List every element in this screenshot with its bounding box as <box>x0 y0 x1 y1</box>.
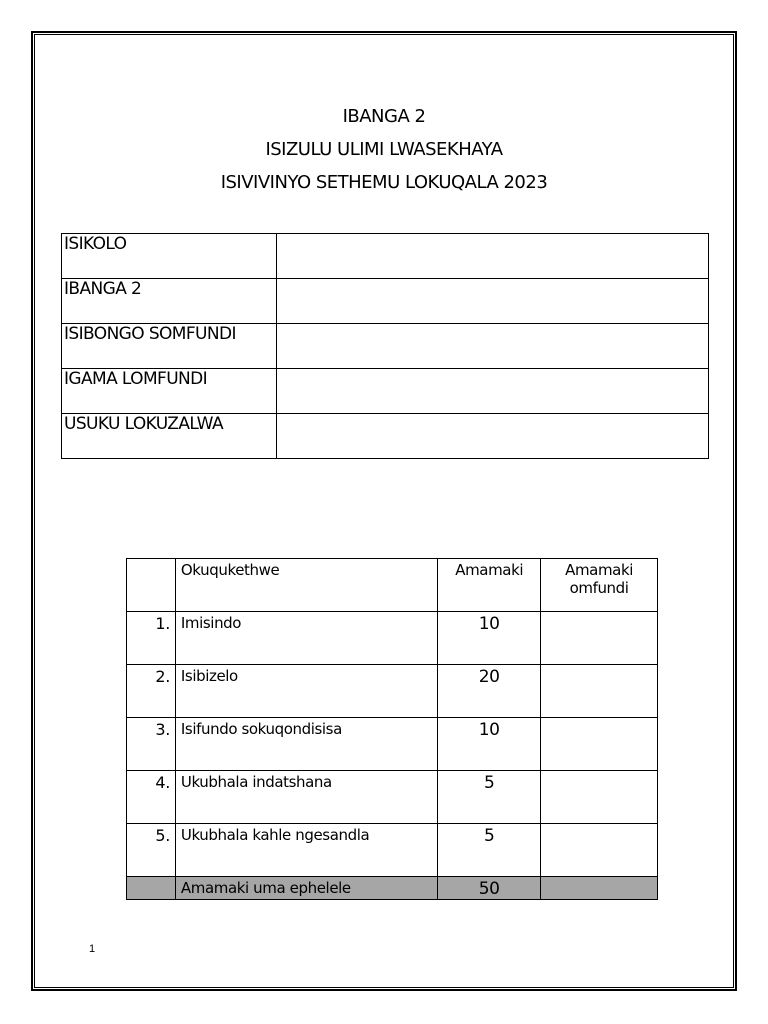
table-row <box>127 771 658 824</box>
header-student-marks: Amamaki omfundi <box>541 559 658 612</box>
info-label-school: ISIKOLO <box>62 234 277 279</box>
info-row <box>62 414 709 459</box>
info-label-surname: ISIBONGO SOMFUNDI <box>62 324 277 369</box>
total-row <box>127 877 658 900</box>
total-student-marks[interactable] <box>541 877 658 900</box>
row-marks: 5 <box>438 771 541 824</box>
row-topic: Ukubhala kahle ngesandla <box>175 824 437 877</box>
row-number: 1. <box>127 612 176 665</box>
info-label-grade: IBANGA 2 <box>62 279 277 324</box>
row-student-marks[interactable] <box>541 771 658 824</box>
row-student-marks[interactable] <box>541 612 658 665</box>
info-field-surname[interactable] <box>277 324 709 369</box>
title-subject: ISIZULU ULIMI LWASEKHAYA <box>265 139 503 160</box>
row-student-marks[interactable] <box>541 665 658 718</box>
row-student-marks[interactable] <box>541 824 658 877</box>
marks-table <box>126 558 658 900</box>
header-content: Okuqukethwe <box>175 559 437 612</box>
row-marks: 10 <box>438 718 541 771</box>
marks-header-row <box>127 559 658 612</box>
row-topic: Isibizelo <box>175 665 437 718</box>
info-row <box>62 279 709 324</box>
table-row <box>127 718 658 771</box>
row-topic: Ukubhala indatshana <box>175 771 437 824</box>
info-label-birthdate: USUKU LOKUZALWA <box>62 414 277 459</box>
header-marks: Amamaki <box>438 559 541 612</box>
row-marks: 10 <box>438 612 541 665</box>
row-topic: Imisindo <box>175 612 437 665</box>
row-student-marks[interactable] <box>541 718 658 771</box>
total-label: Amamaki uma ephelele <box>175 877 437 900</box>
info-row <box>62 369 709 414</box>
title-grade: IBANGA 2 <box>342 106 426 127</box>
table-row <box>127 665 658 718</box>
total-number <box>127 877 176 900</box>
info-row <box>62 324 709 369</box>
info-field-school[interactable] <box>277 234 709 279</box>
document-title <box>0 100 768 199</box>
row-number: 2. <box>127 665 176 718</box>
title-assessment: ISIVIVINYO SETHEMU LOKUQALA 2023 <box>220 172 548 193</box>
header-number <box>127 559 176 612</box>
table-row <box>127 612 658 665</box>
info-field-grade[interactable] <box>277 279 709 324</box>
table-row <box>127 824 658 877</box>
learner-info-table <box>61 233 709 459</box>
row-number: 5. <box>127 824 176 877</box>
info-field-name[interactable] <box>277 369 709 414</box>
row-topic: Isifundo sokuqondisisa <box>175 718 437 771</box>
row-marks: 5 <box>438 824 541 877</box>
info-field-birthdate[interactable] <box>277 414 709 459</box>
row-marks: 20 <box>438 665 541 718</box>
row-number: 4. <box>127 771 176 824</box>
page-number: 1 <box>89 943 96 955</box>
row-number: 3. <box>127 718 176 771</box>
info-row <box>62 234 709 279</box>
info-label-name: IGAMA LOMFUNDI <box>62 369 277 414</box>
total-marks: 50 <box>438 877 541 900</box>
